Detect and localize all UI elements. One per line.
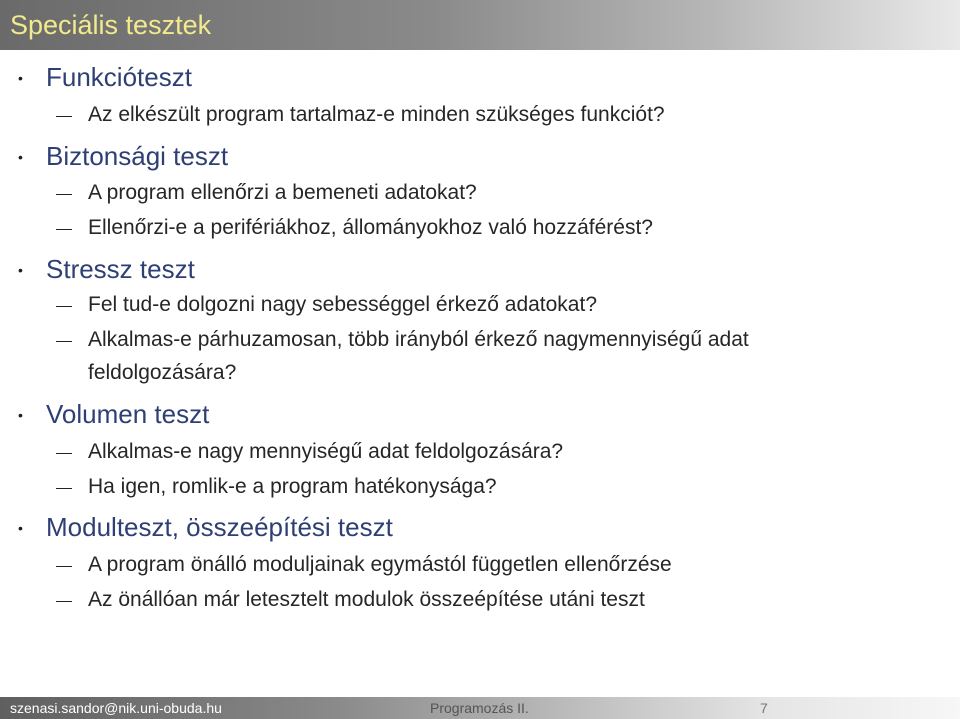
subitem-modulteszt-1: A program önálló moduljainak egymástól független ellenőrzése bbox=[88, 553, 672, 576]
dash-icon bbox=[56, 488, 72, 489]
bullet-icon: • bbox=[18, 520, 23, 536]
bullet-modulteszt: Modulteszt, összeépítési teszt bbox=[46, 512, 393, 542]
bullet-icon: • bbox=[18, 70, 23, 86]
dash-icon bbox=[56, 116, 72, 117]
dash-icon bbox=[56, 566, 72, 567]
footer-page-number: 7 bbox=[760, 700, 768, 716]
bullet-stressz-teszt: Stressz teszt bbox=[46, 254, 195, 284]
subitem-stressz-2: Alkalmas-e párhuzamosan, több irányból érkező nagymennyiségű adat bbox=[88, 328, 749, 351]
dash-icon bbox=[56, 229, 72, 230]
subitem-stressz-2-cont: feldolgozására? bbox=[88, 361, 237, 384]
dash-icon bbox=[56, 601, 72, 602]
subitem-volumen-2: Ha igen, romlik-e a program hatékonysága? bbox=[88, 475, 497, 498]
dash-icon bbox=[56, 306, 72, 307]
bullet-biztonsagi-teszt: Biztonsági teszt bbox=[46, 141, 229, 171]
footer-course: Programozás II. bbox=[430, 700, 529, 716]
dash-icon bbox=[56, 194, 72, 195]
dash-icon bbox=[56, 341, 72, 342]
subitem-biztonsagi-1: A program ellenőrzi a bemeneti adatokat? bbox=[88, 181, 477, 204]
bullet-volumen-teszt: Volumen teszt bbox=[46, 399, 210, 429]
bullet-funkcioteszt: Funkcióteszt bbox=[46, 62, 192, 92]
footer-email: szenasi.sandor@nik.uni-obuda.hu bbox=[10, 700, 222, 716]
subitem-biztonsagi-2: Ellenőrzi-e a perifériákhoz, állományokhoz való hozzáférést? bbox=[88, 216, 653, 239]
dash-icon bbox=[56, 453, 72, 454]
footer-bar bbox=[0, 697, 960, 719]
subitem-stressz-1: Fel tud-e dolgozni nagy sebességgel érkező adatokat? bbox=[88, 293, 598, 316]
bullet-icon: • bbox=[18, 149, 23, 165]
subitem-volumen-1: Alkalmas-e nagy mennyiségű adat feldolgozására? bbox=[88, 440, 564, 463]
slide-title: Speciális tesztek bbox=[10, 10, 212, 40]
bullet-icon: • bbox=[18, 262, 23, 278]
subitem-funkcioteszt-1: Az elkészült program tartalmaz-e minden szükséges funkciót? bbox=[88, 103, 665, 126]
subitem-modulteszt-2: Az önállóan már letesztelt modulok összeépítése utáni teszt bbox=[88, 588, 645, 611]
bullet-icon: • bbox=[18, 407, 23, 423]
